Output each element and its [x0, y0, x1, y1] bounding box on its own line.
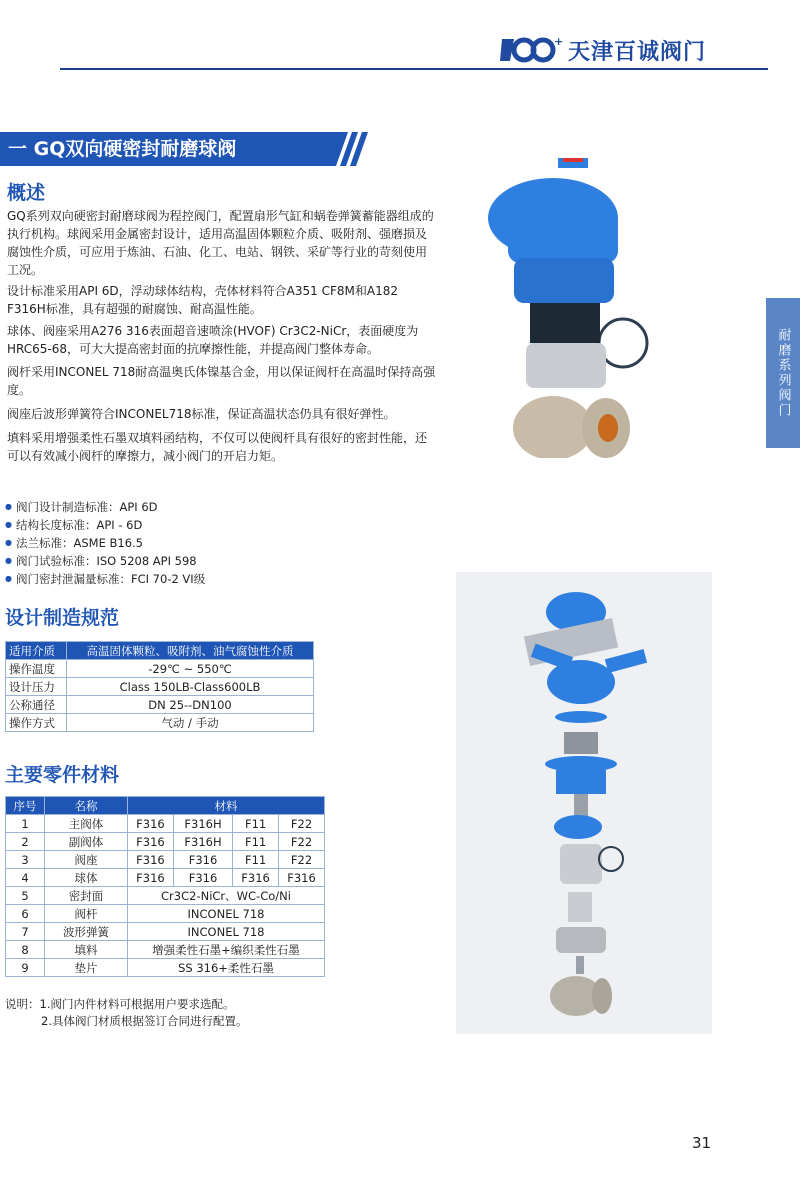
overview-paragraph-6: 填料采用增强柔性石墨双填料函结构，不仅可以使阀杆具有很好的密封性能，还可以有效减小阀杆的摩擦力，减小阀门的开启力矩。 [7, 431, 428, 463]
spec-value: 高温固体颗粒、吸附剂、油气腐蚀性介质 [67, 642, 314, 660]
parts-table [5, 796, 325, 977]
title-banner [0, 132, 370, 166]
table-row [6, 851, 325, 869]
part-no: 7 [6, 923, 45, 941]
design-spec-table [5, 641, 314, 732]
part-name: 密封面 [45, 887, 128, 905]
part-material: INCONEL 718 [128, 923, 325, 941]
spec-label: 设计压力 [6, 678, 67, 696]
list-item: ● 阀门试验标准：ISO 5208 API 598 [5, 552, 445, 570]
part-material: INCONEL 718 [128, 905, 325, 923]
part-name: 垫片 [45, 959, 128, 977]
spec-value: -29℃ ~ 550℃ [67, 660, 314, 678]
note-2: 2.具体阀门材质根据签订合同进行配置。 [41, 1014, 248, 1028]
table-row [6, 696, 314, 714]
table-row [6, 959, 325, 977]
table-row [6, 887, 325, 905]
part-material: F316H [173, 815, 232, 833]
part-material: F22 [279, 833, 325, 851]
spec-value: DN 25--DN100 [67, 696, 314, 714]
brand-logo [500, 32, 720, 68]
overview-paragraph-1: GQ系列双向硬密封耐磨球阀为程控阀门，配置扇形气缸和蜗卷弹簧蓄能器组成的执行机构。球阀采用金属密封设计，适用高温固体颗粒介质、吸附剂、强磨损及腐蚀性介质，可应用于炼油、石油、化工、电站、钢铁、采矿等行业的苛刻使用工况。 [7, 209, 434, 277]
table-row [6, 678, 314, 696]
part-material: F316 [128, 869, 174, 887]
part-name: 副阀体 [45, 833, 128, 851]
part-name: 球体 [45, 869, 128, 887]
table-row [6, 941, 325, 959]
overview-paragraph-2: 设计标准采用API 6D，浮动球体结构，壳体材料符合A351 CF8M和A182 F316H标准，具有超强的耐腐蚀、耐高温性能。 [7, 284, 398, 316]
part-material: F316 [233, 869, 279, 887]
part-material: 增强柔性石墨+编织柔性石墨 [128, 941, 325, 959]
exploded-view-image [456, 572, 712, 1034]
note-1: 说明：1.阀门内件材料可根据用户要求选配。 [5, 997, 235, 1011]
part-name: 波形弹簧 [45, 923, 128, 941]
spec-label: 适用介质 [6, 642, 67, 660]
part-material: F11 [233, 851, 279, 869]
table-row [6, 815, 325, 833]
part-material: F316 [128, 833, 174, 851]
list-item: ● 阀门设计制造标准：API 6D [5, 498, 445, 516]
table-row [6, 642, 314, 660]
part-material: F316H [173, 833, 232, 851]
page-number: 31 [692, 1134, 712, 1152]
part-no: 8 [6, 941, 45, 959]
spec-label: 操作方式 [6, 714, 67, 732]
part-material: Cr3C2-NiCr、WC-Co/Ni [128, 887, 325, 905]
part-material: F316 [173, 869, 232, 887]
column-header: 序号 [6, 797, 45, 815]
overview-paragraph-4: 阀杆采用INCONEL 718耐高温奥氏体镍基合金，用以保证阀杆在高温时保持高强度。 [7, 365, 436, 397]
spec-value: Class 150LB-Class600LB [67, 678, 314, 696]
parts-heading: 主要零件材料 [5, 764, 120, 786]
table-row [6, 660, 314, 678]
column-header: 名称 [45, 797, 128, 815]
overview-paragraph-5: 阀座后波形弹簧符合INCONEL718标准，保证高温状态仍具有很好弹性。 [7, 407, 396, 421]
part-name: 阀座 [45, 851, 128, 869]
spec-label: 公称通径 [6, 696, 67, 714]
part-no: 2 [6, 833, 45, 851]
side-tab-category: 耐磨系列阀门 [766, 298, 800, 448]
part-material: F316 [173, 851, 232, 869]
part-no: 9 [6, 959, 45, 977]
part-material: F22 [279, 815, 325, 833]
table-row [6, 905, 325, 923]
list-item: ● 法兰标准：ASME B16.5 [5, 534, 445, 552]
overview-paragraph-3: 球体、阀座采用A276 316表面超音速喷涂(HVOF) Cr3C2-NiCr，表面硬度为HRC65-68，可大大提高密封面的抗摩擦性能，并提高阀门整体寿命。 [7, 324, 419, 356]
table-row [6, 714, 314, 732]
part-material: F22 [279, 851, 325, 869]
valve-product-image [478, 158, 668, 458]
header-divider [60, 68, 768, 70]
part-no: 4 [6, 869, 45, 887]
part-material: F316 [128, 851, 174, 869]
design-spec-heading: 设计制造规范 [5, 607, 120, 629]
table-row [6, 869, 325, 887]
part-material: F11 [233, 815, 279, 833]
list-item: ● 结构长度标准：API - 6D [5, 516, 445, 534]
part-material: SS 316+柔性石墨 [128, 959, 325, 977]
logo-mark-icon [500, 35, 564, 65]
column-header: 材料 [128, 797, 325, 815]
part-material: F316 [279, 869, 325, 887]
svg-text:+: + [554, 35, 564, 48]
table-row [6, 833, 325, 851]
brand-name: 天津百诚阀门 [568, 39, 707, 65]
spec-label: 操作温度 [6, 660, 67, 678]
spec-value: 气动 / 手动 [67, 714, 314, 732]
overview-heading: 概述 [7, 182, 46, 204]
standards-list [5, 498, 445, 588]
part-no: 6 [6, 905, 45, 923]
table-row [6, 923, 325, 941]
part-name: 阀杆 [45, 905, 128, 923]
notes [5, 996, 247, 1030]
list-item: ● 阀门密封泄漏量标准：FCI 70-2 VI级 [5, 570, 445, 588]
part-material: F316 [128, 815, 174, 833]
part-no: 3 [6, 851, 45, 869]
part-no: 1 [6, 815, 45, 833]
part-name: 填料 [45, 941, 128, 959]
table-row [6, 797, 325, 815]
part-material: F11 [233, 833, 279, 851]
part-no: 5 [6, 887, 45, 905]
page-title: 一 GQ双向硬密封耐磨球阀 [8, 138, 237, 160]
part-name: 主阀体 [45, 815, 128, 833]
